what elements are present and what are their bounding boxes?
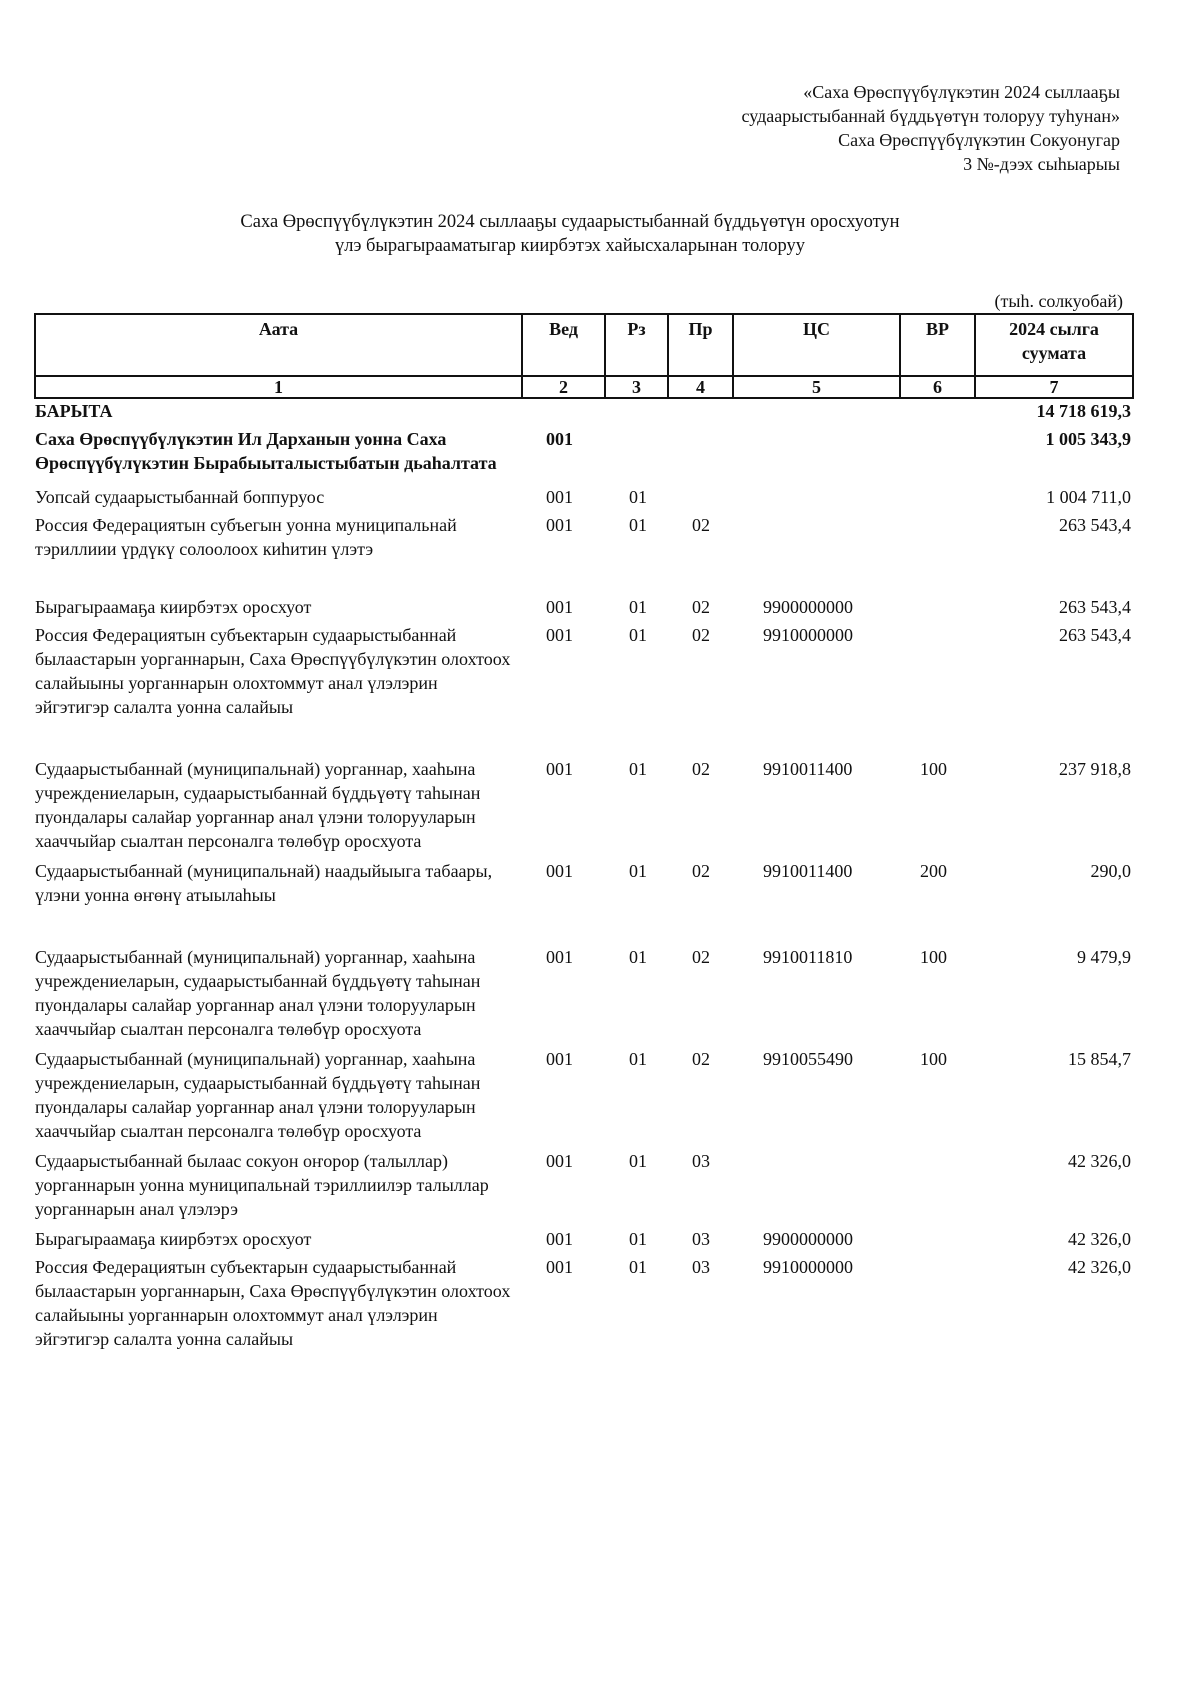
row-pr: 03 bbox=[692, 1229, 710, 1249]
row-rz: 01 bbox=[629, 947, 647, 967]
row-vr: 100 bbox=[920, 947, 947, 967]
row-pr bbox=[668, 485, 733, 513]
column-number: 4 bbox=[668, 376, 733, 398]
row-ved bbox=[522, 398, 605, 427]
row-cs: 9910011810 bbox=[763, 947, 853, 967]
row-cs: 9910000000 bbox=[763, 1257, 853, 1277]
table-row bbox=[35, 1149, 1133, 1227]
table-row bbox=[35, 485, 1133, 513]
row-amount: 9 479,9 bbox=[1077, 947, 1131, 967]
row-name: Россия Федерациятын субъектарын судаарыстыбаннай былаастарын уорганнарын, Саха Өрөспүүбүлүкэтин олохтоох салайыыны уорганнарын олохтоммут анал үлэлэрин эйгэтигэр салалта уонна салайыы bbox=[35, 1257, 511, 1349]
row-amount: 42 326,0 bbox=[1068, 1229, 1131, 1249]
table-row bbox=[35, 398, 1133, 427]
row-ved: 001 bbox=[546, 1229, 573, 1249]
row-pr: 03 bbox=[692, 1151, 710, 1171]
row-ved: 001 bbox=[546, 1257, 573, 1277]
row-ved: 001 bbox=[546, 597, 573, 617]
header-ved: Вед bbox=[522, 314, 605, 376]
row-vr: 200 bbox=[920, 861, 947, 881]
row-vr bbox=[900, 398, 975, 427]
row-pr: 02 bbox=[692, 861, 710, 881]
row-name: Бырагыраамаҕа киирбэтэх оросхуот bbox=[35, 1229, 312, 1249]
row-cs bbox=[733, 1149, 900, 1227]
column-number: 3 bbox=[605, 376, 668, 398]
row-name: Судаарыстыбаннай (муниципальнай) наадыйыыга табаары, үлэни уонна өҥөнү атыылаһыы bbox=[35, 861, 493, 905]
row-ved: 001 bbox=[546, 947, 573, 967]
row-ved: 001 bbox=[546, 759, 573, 779]
table-row bbox=[35, 859, 1133, 945]
table-row bbox=[35, 595, 1133, 623]
row-ved: 001 bbox=[546, 429, 573, 449]
header-vr: ВР bbox=[900, 314, 975, 376]
row-cs: 9910011400 bbox=[763, 759, 853, 779]
row-rz: 01 bbox=[629, 625, 647, 645]
table-header-row bbox=[35, 314, 1133, 376]
row-name: Россия Федерациятын субъегын уонна муниципальнай тэриллиии үрдүкү солоолоох киһитин үлэтэ bbox=[35, 515, 457, 559]
row-cs: 9910011400 bbox=[763, 861, 853, 881]
row-cs: 9900000000 bbox=[763, 1229, 853, 1249]
row-pr: 02 bbox=[692, 947, 710, 967]
row-cs bbox=[733, 398, 900, 427]
header-rz: Рз bbox=[605, 314, 668, 376]
table-row bbox=[35, 1227, 1133, 1255]
row-cs: 9910055490 bbox=[763, 1049, 853, 1069]
row-ved: 001 bbox=[546, 487, 573, 507]
table-row bbox=[35, 623, 1133, 757]
approval-header bbox=[560, 80, 1120, 176]
row-rz: 01 bbox=[629, 759, 647, 779]
column-number: 5 bbox=[733, 376, 900, 398]
row-vr bbox=[900, 1227, 975, 1255]
budget-table bbox=[34, 313, 1134, 1355]
column-number: 2 bbox=[522, 376, 605, 398]
row-pr bbox=[668, 427, 733, 485]
row-vr bbox=[900, 485, 975, 513]
row-name: Судаарыстыбаннай (муниципальнай) уорганнар, хааһына учреждениеларын, судаарыстыбаннай бүддьүөтү таһынан пуондалары салайар уорганнар анал үлэни толорууларын хааччыйар сыалтан персоналга төлөбүр оросхуота bbox=[35, 1049, 481, 1141]
row-pr: 02 bbox=[692, 597, 710, 617]
row-ved: 001 bbox=[546, 515, 573, 535]
row-name: Бырагыраамаҕа киирбэтэх оросхуот bbox=[35, 597, 312, 617]
row-name: Судаарыстыбаннай былаас сокуон оҥорор (талыллар) уорганнарын уонна муниципальнай тэриллиилэр талыллар уорганнарын анал үлэлэрэ bbox=[35, 1151, 489, 1219]
row-cs: 9910000000 bbox=[763, 625, 853, 645]
row-pr: 02 bbox=[692, 759, 710, 779]
table-row bbox=[35, 427, 1133, 485]
row-name: Саха Өрөспүүбүлүкэтин Ил Дарханын уонна Саха Өрөспүүбүлүкэтин Бырабыыталыстыбатын дьаһалтата bbox=[35, 429, 497, 473]
row-rz: 01 bbox=[629, 597, 647, 617]
table-body bbox=[35, 398, 1133, 1355]
row-name: БАРЫТА bbox=[35, 401, 113, 421]
document-title bbox=[190, 210, 950, 258]
row-vr bbox=[900, 595, 975, 623]
table-row bbox=[35, 945, 1133, 1047]
row-rz: 01 bbox=[629, 861, 647, 881]
header-line: Саха Өрөспүүбүлүкэтин Сокуонугар bbox=[838, 130, 1120, 150]
table-row bbox=[35, 757, 1133, 859]
row-pr: 03 bbox=[692, 1257, 710, 1277]
header-name: Аата bbox=[35, 314, 522, 376]
row-rz: 01 bbox=[629, 515, 647, 535]
row-name: Россия Федерациятын субъектарын судаарыстыбаннай былаастарын уорганнарын, Саха Өрөспүүбүлүкэтин олохтоох салайыыны уорганнарын олохтоммут анал үлэлэрин эйгэтигэр салалта уонна салайыы bbox=[35, 625, 511, 717]
row-cs bbox=[733, 427, 900, 485]
units-note: (тыһ. солкуобай) bbox=[994, 291, 1123, 311]
row-ved: 001 bbox=[546, 625, 573, 645]
row-amount: 263 543,4 bbox=[1059, 515, 1131, 535]
row-amount: 42 326,0 bbox=[1068, 1257, 1131, 1277]
title-line-1: Саха Өрөспүүбүлүкэтин 2024 сыллааҕы судаарыстыбаннай бүддьүөтүн оросхуотун bbox=[240, 212, 900, 232]
row-vr bbox=[900, 1255, 975, 1355]
row-name: Уопсай судаарыстыбаннай боппуруос bbox=[35, 487, 325, 507]
table-column-numbers-row bbox=[35, 376, 1133, 398]
row-pr: 02 bbox=[692, 1049, 710, 1069]
row-rz: 01 bbox=[629, 487, 647, 507]
table-row bbox=[35, 1047, 1133, 1149]
row-rz bbox=[605, 427, 668, 485]
row-pr: 02 bbox=[692, 625, 710, 645]
row-pr bbox=[668, 398, 733, 427]
row-vr bbox=[900, 513, 975, 595]
column-number: 7 bbox=[975, 376, 1133, 398]
row-amount: 263 543,4 bbox=[1059, 597, 1131, 617]
row-amount: 237 918,8 bbox=[1059, 759, 1131, 779]
row-ved: 001 bbox=[546, 1151, 573, 1171]
row-pr: 02 bbox=[692, 515, 710, 535]
header-line: 3 №-дээх сыһыарыы bbox=[963, 154, 1120, 174]
column-number: 1 bbox=[35, 376, 522, 398]
header-line: судаарыстыбаннай бүддьүөтүн толоруу туһунан» bbox=[741, 106, 1120, 126]
row-amount: 15 854,7 bbox=[1068, 1049, 1131, 1069]
row-vr bbox=[900, 427, 975, 485]
title-line-2: үлэ бырагырааматыгар киирбэтэх хайысхаларынан толоруу bbox=[334, 236, 806, 256]
row-amount: 1 005 343,9 bbox=[1045, 429, 1131, 449]
table-row bbox=[35, 1255, 1133, 1355]
row-name: Судаарыстыбаннай (муниципальнай) уорганнар, хааһына учреждениеларын, судаарыстыбаннай бүддьүөтү таһынан пуондалары салайар уорганнар анал үлэни толорууларын хааччыйар сыалтан персоналга төлөбүр оросхуота bbox=[35, 947, 481, 1039]
row-rz: 01 bbox=[629, 1229, 647, 1249]
row-amount: 14 718 619,3 bbox=[1036, 401, 1131, 421]
row-amount: 42 326,0 bbox=[1068, 1151, 1131, 1171]
row-vr bbox=[900, 1149, 975, 1227]
row-amount: 263 543,4 bbox=[1059, 625, 1131, 645]
row-rz bbox=[605, 398, 668, 427]
row-rz: 01 bbox=[629, 1151, 647, 1171]
column-number: 6 bbox=[900, 376, 975, 398]
row-ved: 001 bbox=[546, 861, 573, 881]
row-amount: 290,0 bbox=[1090, 861, 1131, 881]
row-cs: 9900000000 bbox=[763, 597, 853, 617]
row-cs bbox=[733, 485, 900, 513]
row-amount: 1 004 711,0 bbox=[1046, 487, 1131, 507]
row-name: Судаарыстыбаннай (муниципальнай) уорганнар, хааһына учреждениеларын, судаарыстыбаннай бүддьүөтү таһынан пуондалары салайар уорганнар анал үлэни толорууларын хааччыйар сыалтан персоналга төлөбүр оросхуота bbox=[35, 759, 481, 851]
row-vr bbox=[900, 623, 975, 757]
header-line: «Саха Өрөспүүбүлүкэтин 2024 сыллааҕы bbox=[803, 82, 1120, 102]
row-vr: 100 bbox=[920, 759, 947, 779]
header-cs: ЦС bbox=[733, 314, 900, 376]
row-rz: 01 bbox=[629, 1257, 647, 1277]
row-ved: 001 bbox=[546, 1049, 573, 1069]
header-amount: 2024 сылга суумата bbox=[975, 314, 1133, 376]
header-pr: Пр bbox=[668, 314, 733, 376]
row-vr: 100 bbox=[920, 1049, 947, 1069]
table-row bbox=[35, 513, 1133, 595]
row-rz: 01 bbox=[629, 1049, 647, 1069]
row-cs bbox=[733, 513, 900, 595]
